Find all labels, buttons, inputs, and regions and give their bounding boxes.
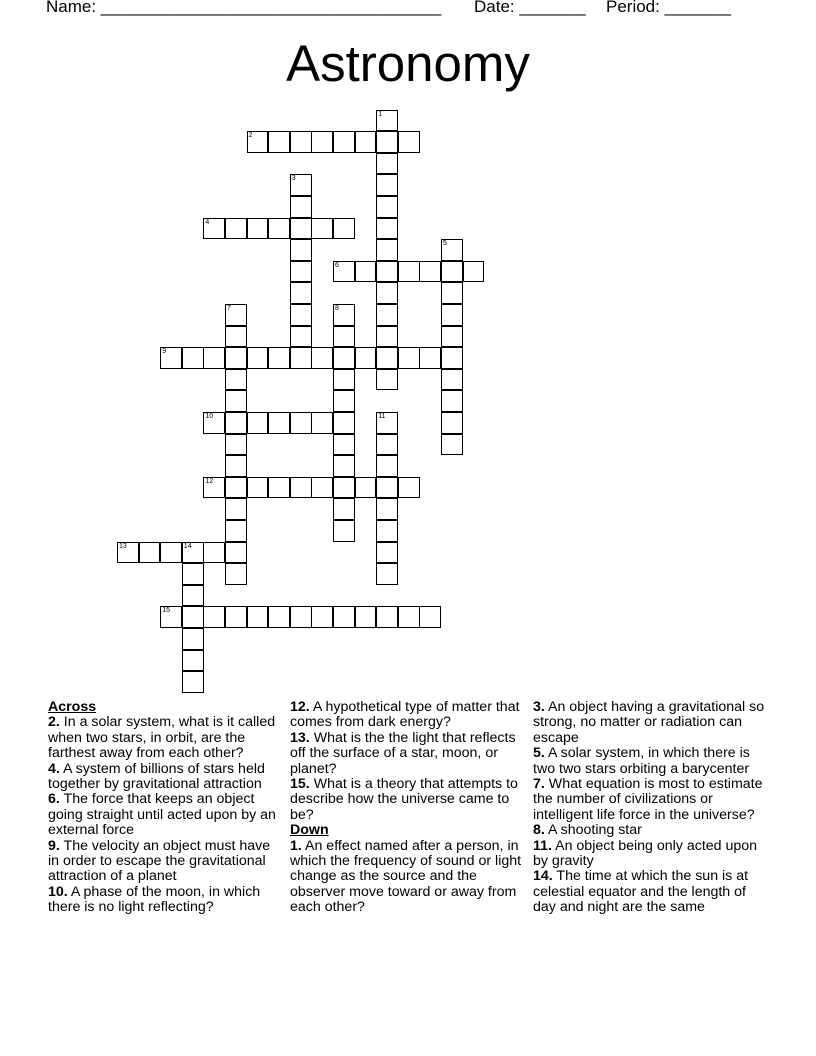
grid-cell[interactable] xyxy=(290,347,312,369)
grid-cell[interactable] xyxy=(441,347,463,369)
grid-cell[interactable] xyxy=(311,477,333,499)
clue-text: In a solar system, what is it called when two stars, in orbit, are the farthest away from each other? xyxy=(48,714,276,762)
grid-cell[interactable] xyxy=(333,261,355,283)
clue-number-label: 12. xyxy=(290,699,310,715)
grid-cell[interactable] xyxy=(182,650,204,672)
grid-cell[interactable] xyxy=(441,390,463,412)
grid-cell[interactable] xyxy=(268,412,290,434)
grid-cell[interactable] xyxy=(247,347,269,369)
clue-text: What is a theory that attempts to describe how the universe came to be? xyxy=(290,776,518,823)
grid-cell[interactable] xyxy=(376,542,398,564)
grid-cell[interactable] xyxy=(311,131,333,153)
clue-number: 3 xyxy=(291,175,296,183)
grid-cell[interactable] xyxy=(441,326,463,348)
clue-item xyxy=(533,700,768,746)
across-clues-list xyxy=(48,715,278,915)
clue-item xyxy=(533,823,768,838)
grid-cell[interactable] xyxy=(333,304,355,326)
grid-cell[interactable] xyxy=(290,218,312,240)
grid-cell[interactable] xyxy=(376,498,398,520)
grid-cell[interactable] xyxy=(376,520,398,542)
grid-cell[interactable] xyxy=(225,477,247,499)
down-heading: Down xyxy=(290,822,329,839)
grid-cell[interactable] xyxy=(376,261,398,283)
grid-cell[interactable] xyxy=(333,390,355,412)
grid-cell[interactable] xyxy=(355,606,377,628)
grid-cell[interactable] xyxy=(376,563,398,585)
grid-cell[interactable] xyxy=(376,347,398,369)
clue-item xyxy=(290,777,522,823)
grid-cell[interactable] xyxy=(203,606,225,628)
grid-cell[interactable] xyxy=(225,520,247,542)
period-field[interactable]: Period: _______ xyxy=(606,0,731,16)
clue-text: An object being only acted upon by gravity xyxy=(533,837,758,870)
grid-cell[interactable] xyxy=(376,153,398,175)
grid-cell[interactable] xyxy=(203,218,225,240)
grid-cell[interactable] xyxy=(333,369,355,391)
clue-item xyxy=(290,700,522,731)
grid-cell[interactable] xyxy=(398,131,420,153)
clue-item xyxy=(533,746,768,777)
grid-cell[interactable] xyxy=(355,347,377,369)
clue-item xyxy=(48,715,278,761)
grid-cell[interactable] xyxy=(290,304,312,326)
across-heading: Across xyxy=(48,699,97,715)
clue-item xyxy=(290,731,522,777)
clue-item xyxy=(533,839,768,870)
grid-cell[interactable] xyxy=(290,282,312,304)
clue-number-label: 4. xyxy=(48,760,60,777)
grid-cell[interactable] xyxy=(333,131,355,153)
grid-cell[interactable] xyxy=(376,282,398,304)
grid-cell[interactable] xyxy=(225,218,247,240)
grid-cell[interactable] xyxy=(376,239,398,261)
grid-cell[interactable] xyxy=(203,542,225,564)
grid-cell[interactable] xyxy=(247,606,269,628)
grid-cell[interactable] xyxy=(311,347,333,369)
grid-cell[interactable] xyxy=(376,455,398,477)
grid-cell[interactable] xyxy=(376,110,398,132)
clue-number: 10 xyxy=(205,412,214,420)
clue-number-label: 2. xyxy=(48,714,60,731)
across-clues-list-continued xyxy=(290,700,522,823)
grid-cell[interactable] xyxy=(441,239,463,261)
clue-text: An effect named after a person, in which the frequency of sound or light change as the source and the observer move toward or away from each other? xyxy=(290,837,522,916)
clue-number-label: 14. xyxy=(533,868,553,885)
grid-cell[interactable] xyxy=(376,477,398,499)
grid-cell[interactable] xyxy=(290,174,312,196)
grid-cell[interactable] xyxy=(268,477,290,499)
clue-number-label: 10. xyxy=(48,883,68,900)
grid-cell[interactable] xyxy=(376,131,398,153)
grid-cell[interactable] xyxy=(333,477,355,499)
grid-cell[interactable] xyxy=(247,477,269,499)
grid-cell[interactable] xyxy=(160,542,182,564)
clue-text: An object having a gravitational so strong, no matter or radiation can escape xyxy=(533,699,765,746)
clue-number: 12 xyxy=(205,477,214,485)
grid-cell[interactable] xyxy=(225,304,247,326)
grid-cell[interactable] xyxy=(333,347,355,369)
grid-cell[interactable] xyxy=(225,455,247,477)
grid-cell[interactable] xyxy=(376,326,398,348)
clue-text: What equation is most to estimate the number of civilizations or intelligent life force in the universe? xyxy=(533,776,763,823)
clue-text: A solar system, in which there is two two stars orbiting a barycenter xyxy=(533,745,750,777)
clue-item xyxy=(48,762,278,793)
clue-number-label: 11. xyxy=(533,837,552,854)
grid-cell[interactable] xyxy=(398,477,420,499)
clue-number: 1 xyxy=(378,110,383,118)
grid-cell[interactable] xyxy=(398,606,420,628)
grid-cell[interactable] xyxy=(376,196,398,218)
grid-cell[interactable] xyxy=(290,606,312,628)
grid-cell[interactable] xyxy=(376,369,398,391)
clue-text: The time at which the sun is at celestial equator and the length of day and night are the same xyxy=(533,868,749,916)
grid-cell[interactable] xyxy=(355,131,377,153)
grid-cell[interactable] xyxy=(290,261,312,283)
grid-cell[interactable] xyxy=(182,628,204,650)
clue-text: The velocity an object must have in order to escape the gravitational attraction of a planet xyxy=(48,837,271,885)
grid-cell[interactable] xyxy=(441,434,463,456)
clue-text: What is the the light that reflects off the surface of a star, moon, or planet? xyxy=(290,729,516,777)
clue-number-label: 9. xyxy=(48,837,60,854)
grid-cell[interactable] xyxy=(225,326,247,348)
clue-item xyxy=(533,869,768,915)
grid-cell[interactable] xyxy=(419,606,441,628)
grid-cell[interactable] xyxy=(203,347,225,369)
grid-cell[interactable] xyxy=(290,326,312,348)
down-clues-list-continued xyxy=(533,700,768,916)
grid-cell[interactable] xyxy=(333,218,355,240)
grid-cell[interactable] xyxy=(290,477,312,499)
grid-cell[interactable] xyxy=(333,520,355,542)
grid-cell[interactable] xyxy=(311,412,333,434)
grid-cell[interactable] xyxy=(355,477,377,499)
clue-number-label: 1. xyxy=(290,837,302,854)
clue-number: 2 xyxy=(248,132,253,140)
clue-number: 7 xyxy=(227,304,231,312)
clue-number-label: 15. xyxy=(290,776,310,793)
grid-cell[interactable] xyxy=(376,218,398,240)
clue-number: 4 xyxy=(205,218,210,226)
grid-cell[interactable] xyxy=(268,347,290,369)
grid-cell[interactable] xyxy=(247,218,269,240)
clue-text: A system of billions of stars held together by gravitational attraction xyxy=(48,760,265,793)
clue-number-label: 3. xyxy=(533,699,545,715)
grid-cell[interactable] xyxy=(182,585,204,607)
grid-cell[interactable] xyxy=(225,412,247,434)
page-title: Astronomy xyxy=(286,35,530,92)
grid-cell[interactable] xyxy=(441,304,463,326)
grid-cell[interactable] xyxy=(333,326,355,348)
clue-number: 6 xyxy=(335,261,339,269)
grid-cell[interactable] xyxy=(182,671,204,693)
grid-cell[interactable] xyxy=(182,542,204,564)
grid-cell[interactable] xyxy=(333,498,355,520)
clue-number: 9 xyxy=(162,348,167,356)
grid-cell[interactable] xyxy=(419,347,441,369)
grid-cell[interactable] xyxy=(419,261,441,283)
grid-cell[interactable] xyxy=(441,282,463,304)
clue-number: 14 xyxy=(183,542,192,550)
clue-item xyxy=(48,792,278,838)
grid-cell[interactable] xyxy=(290,196,312,218)
grid-cell[interactable] xyxy=(463,261,485,283)
date-field[interactable]: Date: _______ xyxy=(474,0,586,16)
grid-cell[interactable] xyxy=(225,606,247,628)
grid-cell[interactable] xyxy=(225,498,247,520)
grid-cell[interactable] xyxy=(376,412,398,434)
grid-cell[interactable] xyxy=(376,304,398,326)
clue-number-label: 13. xyxy=(290,729,310,746)
clue-item xyxy=(48,885,278,916)
grid-cell[interactable] xyxy=(398,347,420,369)
grid-cell[interactable] xyxy=(182,606,204,628)
grid-cell[interactable] xyxy=(290,131,312,153)
clues-column-3 xyxy=(533,700,768,916)
grid-cell[interactable] xyxy=(225,369,247,391)
clue-number-label: 6. xyxy=(48,791,60,808)
grid-cell[interactable] xyxy=(225,347,247,369)
grid-cell[interactable] xyxy=(182,347,204,369)
grid-cell[interactable] xyxy=(333,412,355,434)
grid-cell[interactable] xyxy=(203,477,225,499)
grid-cell[interactable] xyxy=(182,563,204,585)
grid-cell[interactable] xyxy=(311,218,333,240)
clue-text: A hypothetical type of matter that comes from dark energy? xyxy=(290,699,520,731)
clue-text: A phase of the moon, in which there is no light reflecting? xyxy=(48,883,261,916)
grid-cell[interactable] xyxy=(311,606,333,628)
grid-cell[interactable] xyxy=(225,542,247,564)
name-field[interactable]: Name: ____________________________________ xyxy=(46,0,442,16)
grid-cell[interactable] xyxy=(333,606,355,628)
grid-cell[interactable] xyxy=(290,239,312,261)
clues-column-2 xyxy=(290,700,522,916)
grid-cell[interactable] xyxy=(203,412,225,434)
grid-cell[interactable] xyxy=(247,131,269,153)
grid-cell[interactable] xyxy=(268,606,290,628)
grid-cell[interactable] xyxy=(247,412,269,434)
clue-number-label: 7. xyxy=(533,776,545,793)
clue-item xyxy=(290,839,522,916)
grid-cell[interactable] xyxy=(376,174,398,196)
grid-cell[interactable] xyxy=(225,390,247,412)
grid-cell[interactable] xyxy=(268,218,290,240)
clue-item xyxy=(533,777,768,823)
grid-cell[interactable] xyxy=(441,261,463,283)
grid-cell[interactable] xyxy=(117,542,139,564)
clue-number: 11 xyxy=(378,412,386,420)
clue-number-label: 5. xyxy=(533,745,545,762)
clues-column-1 xyxy=(48,700,278,916)
grid-cell[interactable] xyxy=(376,606,398,628)
grid-cell[interactable] xyxy=(290,412,312,434)
grid-cell[interactable] xyxy=(355,261,377,283)
clue-number: 5 xyxy=(443,240,447,248)
clue-number-label: 8. xyxy=(533,822,545,839)
grid-cell[interactable] xyxy=(333,434,355,456)
grid-cell[interactable] xyxy=(225,434,247,456)
clue-text: The force that keeps an object going straight until acted upon by an external force xyxy=(48,791,276,839)
grid-cell[interactable] xyxy=(398,261,420,283)
clue-item xyxy=(48,839,278,885)
grid-cell[interactable] xyxy=(160,347,182,369)
grid-cell[interactable] xyxy=(376,434,398,456)
grid-cell[interactable] xyxy=(268,131,290,153)
grid-cell[interactable] xyxy=(160,606,182,628)
clue-text: A shooting star xyxy=(548,822,642,839)
clue-number: 13 xyxy=(119,542,127,550)
grid-cell[interactable] xyxy=(441,369,463,391)
grid-cell[interactable] xyxy=(333,455,355,477)
clue-number: 15 xyxy=(162,607,170,615)
grid-cell[interactable] xyxy=(225,563,247,585)
clue-number: 8 xyxy=(335,304,339,312)
grid-cell[interactable] xyxy=(139,542,161,564)
down-clues-list xyxy=(290,839,522,916)
grid-cell[interactable] xyxy=(441,412,463,434)
